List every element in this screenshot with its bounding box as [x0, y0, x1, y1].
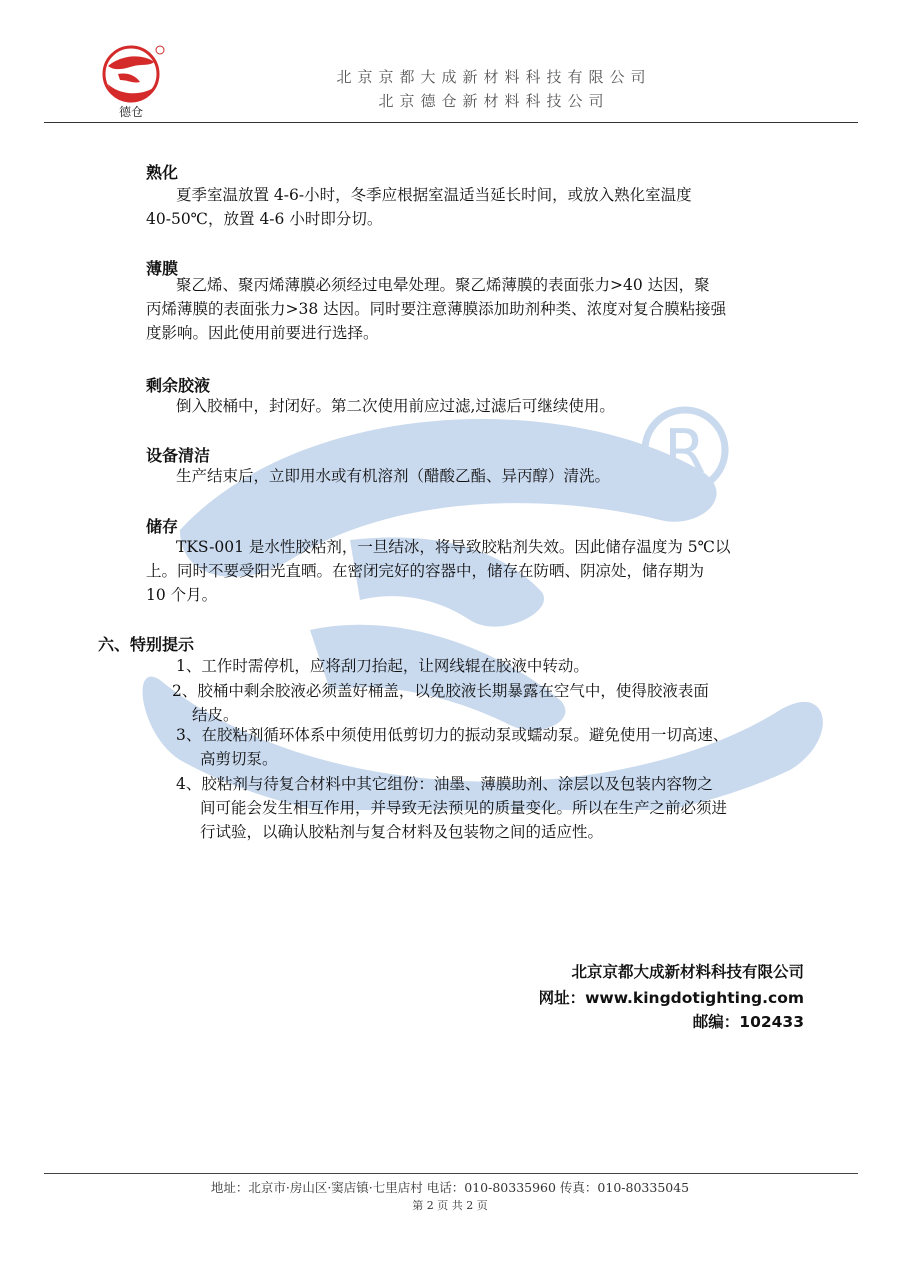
section-paragraph: 生产结束后，立即用水或有机溶剂（醋酸乙酯、异丙醇）清洗。: [176, 467, 611, 485]
header-company-name-2: 北京德仓新材料科技公司: [378, 92, 610, 110]
special-notes-title: 六、特别提示: [98, 635, 195, 654]
page-header: [44, 40, 858, 126]
signature-postcode: 邮编：102433: [692, 1013, 804, 1031]
section-title: 剩余胶液: [146, 376, 211, 395]
header-company-name: 北京京都大成新材料科技有限公司: [336, 68, 652, 86]
company-logo: [100, 44, 166, 120]
section-paragraph: 聚乙烯、聚丙烯薄膜必须经过电晕处理。聚乙烯薄膜的表面张力>40 达因，聚 丙烯薄膜的表面张力>38 达因。同时要注意薄膜添加助剂种类、浓度对复合膜粘接强 度影响。因此使用前要进行选择。: [146, 276, 727, 342]
header-divider: [44, 122, 858, 123]
tip-item: 4、胶粘剂与待复合材料中其它组份：油墨、薄膜助剂、涂层以及包装内容物之 间可能会发生相互作用，并导致无法预见的质量变化。所以在生产之前必须进 行试验，以确认胶粘剂与复合材料及包装物之间的适应性。: [176, 775, 728, 841]
signature-company: 北京京都大成新材料科技有限公司: [571, 963, 804, 981]
footer-divider: [44, 1173, 858, 1174]
tip-item: 3、在胶粘剂循环体系中须使用低剪切力的振动泵或蠕动泵。避免使用一切高速、 高剪切泵。: [176, 726, 729, 768]
section-paragraph: 倒入胶桶中，封闭好。第二次使用前应过滤,过滤后可继续使用。: [176, 397, 615, 415]
section-title: 设备清洁: [146, 446, 211, 465]
section-title: 熟化: [146, 163, 179, 182]
footer-address: 地址：北京市·房山区·窦店镇·七里店村 电话：010-80335960 传真：010-80335045: [210, 1180, 690, 1195]
section-paragraph: TKS-001 是水性胶粘剂，一旦结冰，将导致胶粘剂失效。因此储存温度为 5℃以 上。同时不要受阳光直晒。在密闭完好的容器中，储存在防晒、阴凉处，储存期为 10 个月。: [146, 538, 731, 604]
page-number: 第 2 页 共 2 页: [412, 1199, 488, 1212]
tip-item: 1、工作时需停机，应将刮刀抬起，让网线辊在胶液中转动。: [176, 657, 589, 675]
section-paragraph: 夏季室温放置 4-6-小时，冬季应根据室温适当延长时间，或放入熟化室温度 40-50℃，放置 4-6 小时即分切。: [146, 186, 692, 228]
signature-website: 网址：www.kingdotighting.com: [538, 989, 804, 1007]
section-title: 储存: [146, 517, 179, 536]
tip-item: 2、胶桶中剩余胶液必须盖好桶盖，以免胶液长期暴露在空气中，使得胶液表面 结皮。: [172, 682, 709, 724]
svg-text:R: R: [664, 417, 706, 487]
section-title: 薄膜: [146, 259, 179, 278]
logo-text: 德仓: [118, 105, 144, 119]
